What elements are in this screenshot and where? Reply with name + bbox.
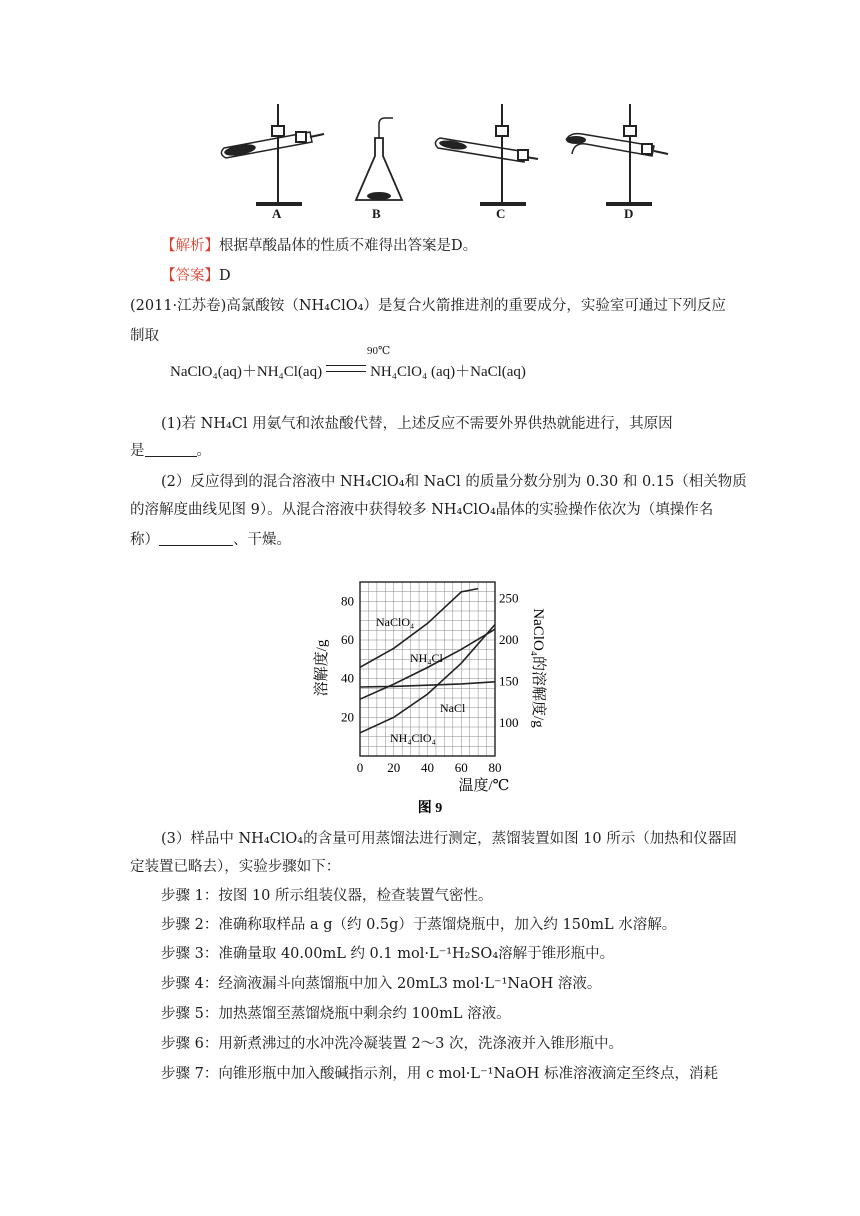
equation-double-line	[326, 365, 366, 372]
apparatus-label-a: A	[272, 206, 282, 221]
step-7: 步骤 7：向锥形瓶中加入酸碱指示剂，用 c mol·L⁻¹NaOH 标准溶液滴定至终点，消耗	[161, 1066, 718, 1082]
y-right-tick-label: 200	[499, 632, 519, 647]
x-axis-label: 温度/℃	[458, 778, 510, 794]
q2-suffix: 、干燥。	[233, 532, 291, 548]
series-label: NaClO₄	[376, 615, 415, 629]
y-left-tick-label: 20	[341, 709, 354, 725]
answer-text: D	[219, 268, 231, 284]
q2-line3	[130, 530, 291, 550]
q2-answer-blank[interactable]	[159, 531, 233, 546]
apparatus-label-d: D	[624, 206, 634, 221]
problem-intro-line1: (2011·江苏卷)高氯酸铵（NH₄ClO₄）是复合火箭推进剂的重要成分，实验室可通过下列反应	[130, 298, 726, 314]
equation-condition: 90℃	[367, 345, 391, 357]
equation-left: NaClO₄(aq)＋NH₄Cl(aq)	[170, 364, 323, 380]
y-left-tick-label: 40	[341, 670, 354, 686]
right-axis-label: NaClO₄的溶解度/g	[530, 608, 546, 728]
left-axis-label: 溶解度/g	[314, 639, 330, 697]
answer-line	[161, 266, 231, 286]
equation-right: NH₄ClO₄ (aq)＋NaCl(aq)	[370, 364, 526, 380]
y-right-tick-label: 150	[499, 673, 519, 689]
y-right-tick-label: 250	[499, 590, 519, 606]
q1-answer-blank[interactable]	[145, 442, 197, 457]
apparatus-label-b: B	[372, 206, 381, 221]
q1-suffix: 。	[196, 443, 211, 459]
step-4: 步骤 4：经滴液漏斗向蒸馏瓶中加入 20mL3 mol·L⁻¹NaOH 溶液。	[161, 976, 602, 992]
series-label: NH₄Cl	[410, 651, 443, 665]
analysis-text: 根据草酸晶体的性质不难得出答案是D。	[219, 238, 478, 254]
problem-intro-line2: 制取	[130, 328, 159, 344]
figure-caption: 图 9	[417, 801, 443, 816]
y-left-tick-label: 80	[341, 593, 354, 609]
y-left-tick-label: 60	[341, 632, 354, 647]
step-3: 步骤 3：准确量取 40.00mL 约 0.1 mol·L⁻¹H₂SO₄溶解于锥形瓶中。	[161, 946, 615, 962]
x-tick-label: 60	[454, 760, 468, 775]
step-1: 步骤 1：按图 10 所示组装仪器，检查装置气密性。	[161, 888, 493, 904]
step-6: 步骤 6：用新煮沸过的水冲洗冷凝装置 2～3 次，洗涤液并入锥形瓶中。	[161, 1036, 624, 1052]
reaction-equation	[170, 345, 526, 381]
q3-line2: 定装置已略去），实验步骤如下：	[130, 859, 341, 875]
q2-line2: 的溶解度曲线见图 9）。从混合溶液中获得较多 NH₄ClO₄晶体的实验操作依次为（填操作名	[130, 502, 714, 518]
q2-line1: (2）反应得到的混合溶液中 NH₄ClO₄和 NaCl 的质量分数分别为 0.30 和 0.15（相关物质	[161, 474, 747, 490]
solubility-chart	[300, 568, 560, 818]
y-right-tick-label: 100	[499, 714, 519, 730]
series-label: NH₄ClO₄	[390, 731, 436, 745]
x-tick-label: 0	[356, 760, 364, 775]
step-5: 步骤 5：加热蒸馏至蒸馏烧瓶中剩余约 100mL 溶液。	[161, 1006, 511, 1022]
chart-series-labels	[376, 615, 466, 745]
answer-tag: 【答案】	[161, 268, 219, 284]
analysis-tag: 【解析】	[161, 238, 219, 254]
x-tick-label: 20	[387, 760, 401, 775]
chart-grid	[360, 582, 495, 756]
q1-prefix: 是	[130, 443, 145, 459]
q1-line2	[130, 441, 211, 461]
q2-prefix: 称）	[130, 532, 159, 548]
q3-line1: (3）样品中 NH₄ClO₄的含量可用蒸馏法进行测定，蒸馏装置如图 10 所示（加热和仪器固	[161, 831, 737, 847]
q1-line1: (1)若 NH₄Cl 用氨气和浓盐酸代替，上述反应不需要外界供热就能进行，其原因	[161, 416, 673, 432]
series-label: NaCl	[440, 701, 466, 715]
analysis-line	[161, 236, 477, 256]
x-tick-label: 80	[488, 760, 502, 775]
x-tick-label: 40	[421, 760, 434, 775]
step-2: 步骤 2：准确称取样品 a g（约 0.5g）于蒸馏烧瓶中，加入约 150mL 水溶解。	[161, 917, 677, 933]
apparatus-label-c: C	[496, 206, 506, 221]
